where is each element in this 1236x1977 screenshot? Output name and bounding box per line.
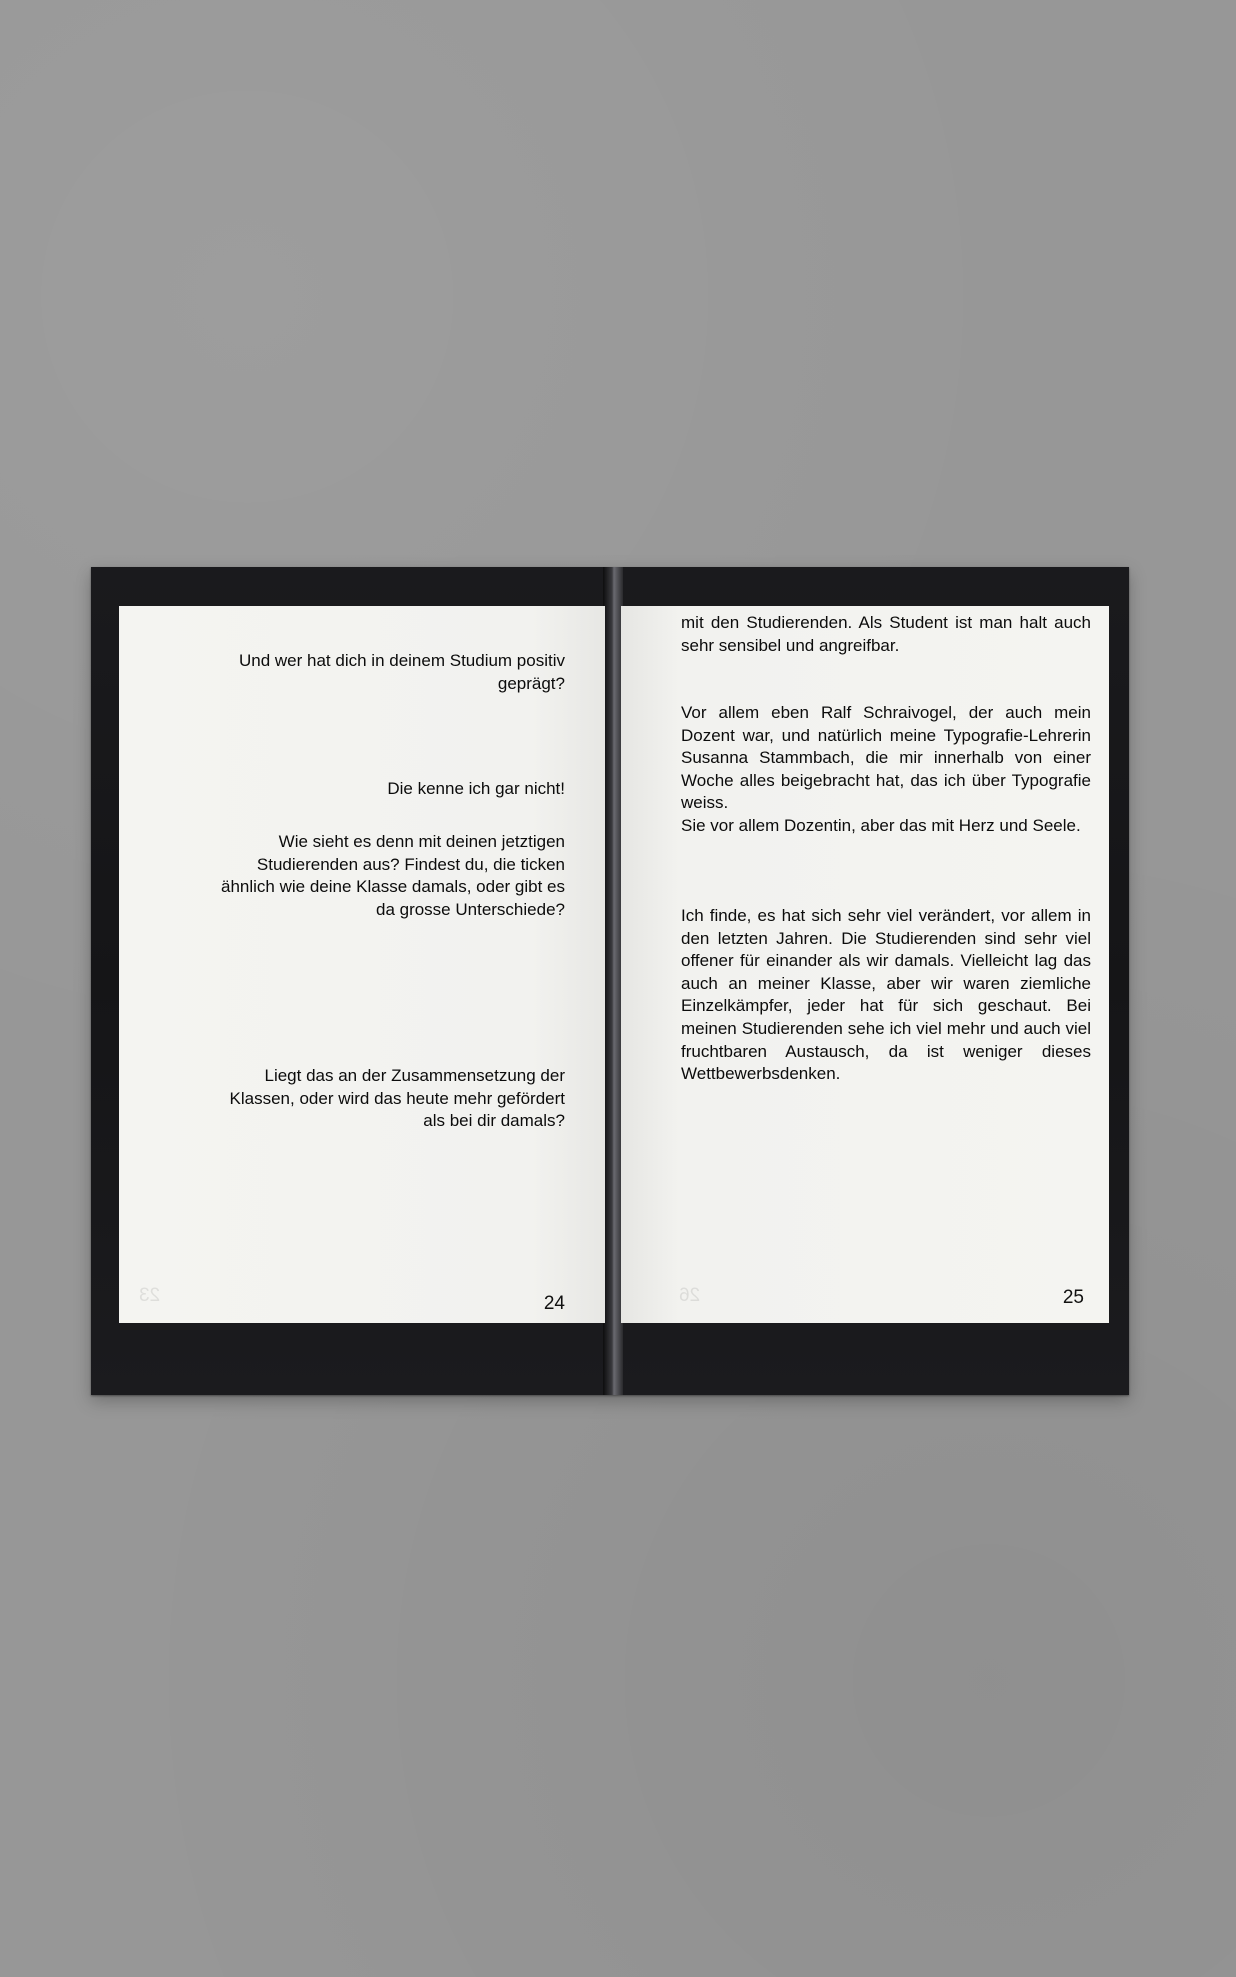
answer-paragraph-4: Ich finde, es hat sich sehr viel verändert, vor allem in den letzten Jahren. Die Studierenden sind sehr viel offener für einander als wir damals. Vielleicht lag das auch an meiner Klasse, aber wir waren ziemliche Einzelkämpfer, jeder hat für sich geschaut. Bei meinen Studierenden sehe ich viel mehr und auch viel fruchtbaren Austausch, da ist weniger dieses Wettbewerbsdenken. bbox=[681, 906, 1091, 1084]
left-page-show-through-number: 23 bbox=[139, 1285, 161, 1306]
question-4: Liegt das an der Zusammensetzung der Klassen, oder wird das heute mehr gefördert als bei dir damals? bbox=[229, 1066, 565, 1131]
open-booklet bbox=[91, 567, 1129, 1395]
answer-paragraph-2: Vor allem eben Ralf Schraivogel, der auch mein Dozent war, und natürlich meine Typografie-Lehrerin Susanna Stammbach, die mir innerhalb von einer Woche alles beigebracht hat, das ich über Typografie weiss. bbox=[681, 703, 1091, 813]
right-page bbox=[621, 606, 1109, 1323]
page-number-left: 24 bbox=[543, 1293, 565, 1314]
question-1: Und wer hat dich in deinem Studium positiv geprägt? bbox=[239, 651, 565, 693]
answer-paragraph-3: Sie vor allem Dozentin, aber das mit Herz und Seele. bbox=[681, 816, 1081, 835]
booklet-spine bbox=[603, 567, 623, 1395]
question-3: Wie sieht es denn mit deinen jetztigen Studierenden aus? Findest du, die ticken ähnlich wie deine Klasse damals, oder gibt es da grosse Unterschiede? bbox=[221, 832, 565, 919]
right-page-show-through-number: 26 bbox=[679, 1285, 701, 1306]
question-2: Die kenne ich gar nicht! bbox=[387, 779, 565, 798]
left-page bbox=[119, 606, 605, 1323]
page-number-right: 25 bbox=[1062, 1287, 1084, 1308]
answer-paragraph-1: mit den Studierenden. Als Student ist man halt auch sehr sensibel und angreifbar. bbox=[681, 613, 1091, 655]
